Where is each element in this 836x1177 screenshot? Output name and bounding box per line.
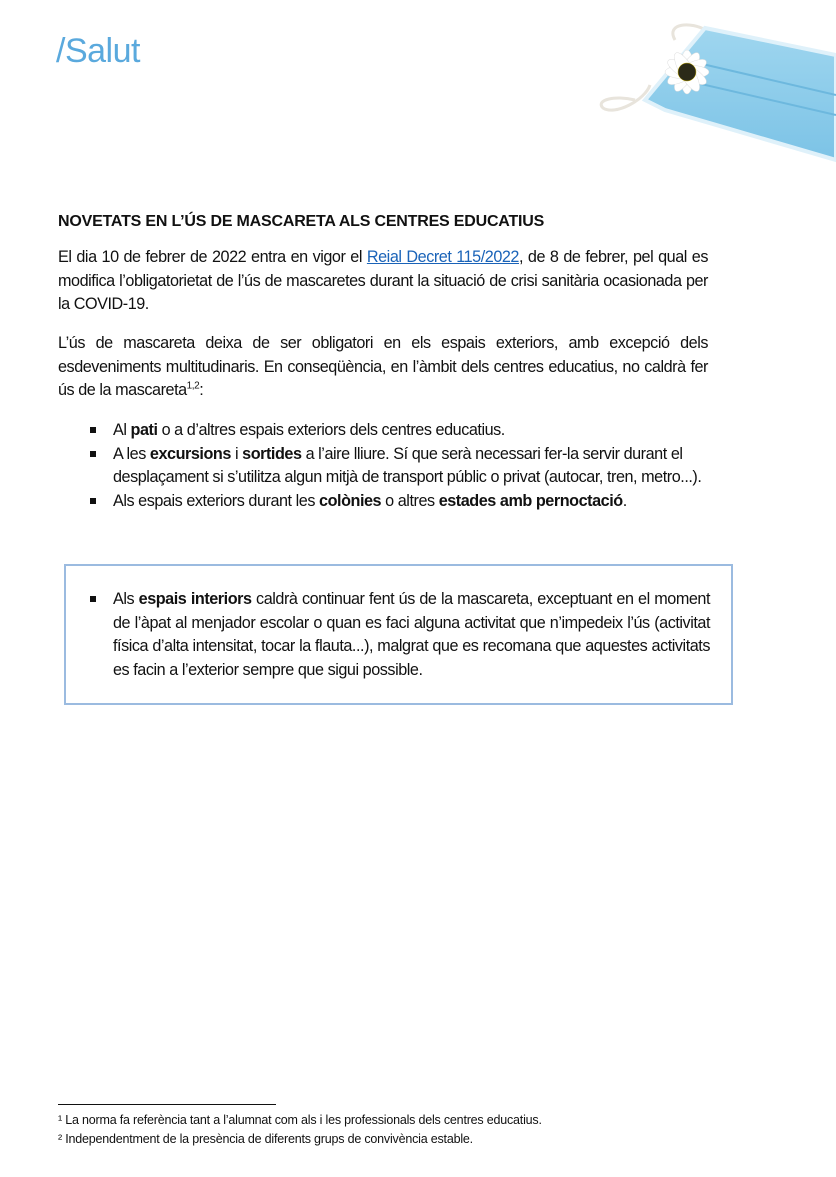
exceptions-list [90, 419, 710, 513]
text: El dia 10 de febrer de 2022 entra en vigor el [58, 248, 367, 266]
intro-paragraph [58, 246, 708, 317]
text: L’ús de mascareta deixa de ser obligatori en els espais exteriors, amb excepció dels esdeveniments multitudinaris. En conseqüència, en l’àmbit dels centres educatius, no caldrà fer ús de la mascareta [58, 334, 708, 399]
footnote-2: ² Independentment de la presència de diferents grups de convivència estable. [58, 1132, 473, 1146]
bullet-icon [90, 427, 96, 433]
list-item: A les excursions i sortides a l’aire lliure. Sí que serà necessari fer-la servir durant el desplaçament si s’utilitza algun mitjà de transport públic o privat (autocar, tren, metro...). [90, 443, 710, 490]
bullet-icon [90, 451, 96, 457]
footnote-ref: 1,2 [186, 380, 200, 392]
reial-decret-link[interactable]: Reial Decret 115/2022 [366, 248, 519, 266]
document-title: NOVETATS EN L’ÚS DE MASCARETA ALS CENTRES EDUCATIUS [58, 213, 545, 230]
list-item: Al pati o a d’altres espais exteriors dels centres educatius. [90, 419, 710, 443]
mask-rule-paragraph [58, 332, 708, 403]
face-mask-flower-image [575, 0, 836, 165]
footnote-separator [58, 1104, 276, 1105]
text: : [199, 381, 204, 399]
salut-logo: /Salut [56, 32, 140, 70]
bullet-icon [90, 498, 96, 504]
indoor-note-box [64, 564, 733, 705]
list-item: Als espais interiors caldrà continuar fent ús de la mascareta, exceptuant en el moment de l’àpat al menjador escolar o quan es faci alguna activitat que n’impedeix l’ús (activitat física d’alta intensitat, tocar la flauta...), malgrat que es recomana que aquestes activitats es facin a l’exterior sempre que sigui possible. [90, 588, 710, 682]
list-item: Als espais exteriors durant les colònies o altres estades amb pernoctació. [90, 490, 710, 514]
bullet-icon [90, 596, 96, 602]
footnote-1: ¹ La norma fa referència tant a l’alumnat com als i les professionals dels centres educatius. [58, 1113, 542, 1127]
text: , de 8 de febrer, pel qual es modifica l’obligatorietat de l’ús de mascaretes durant la situació de crisi sanitària ocasionada per la COVID-19. [58, 248, 708, 313]
